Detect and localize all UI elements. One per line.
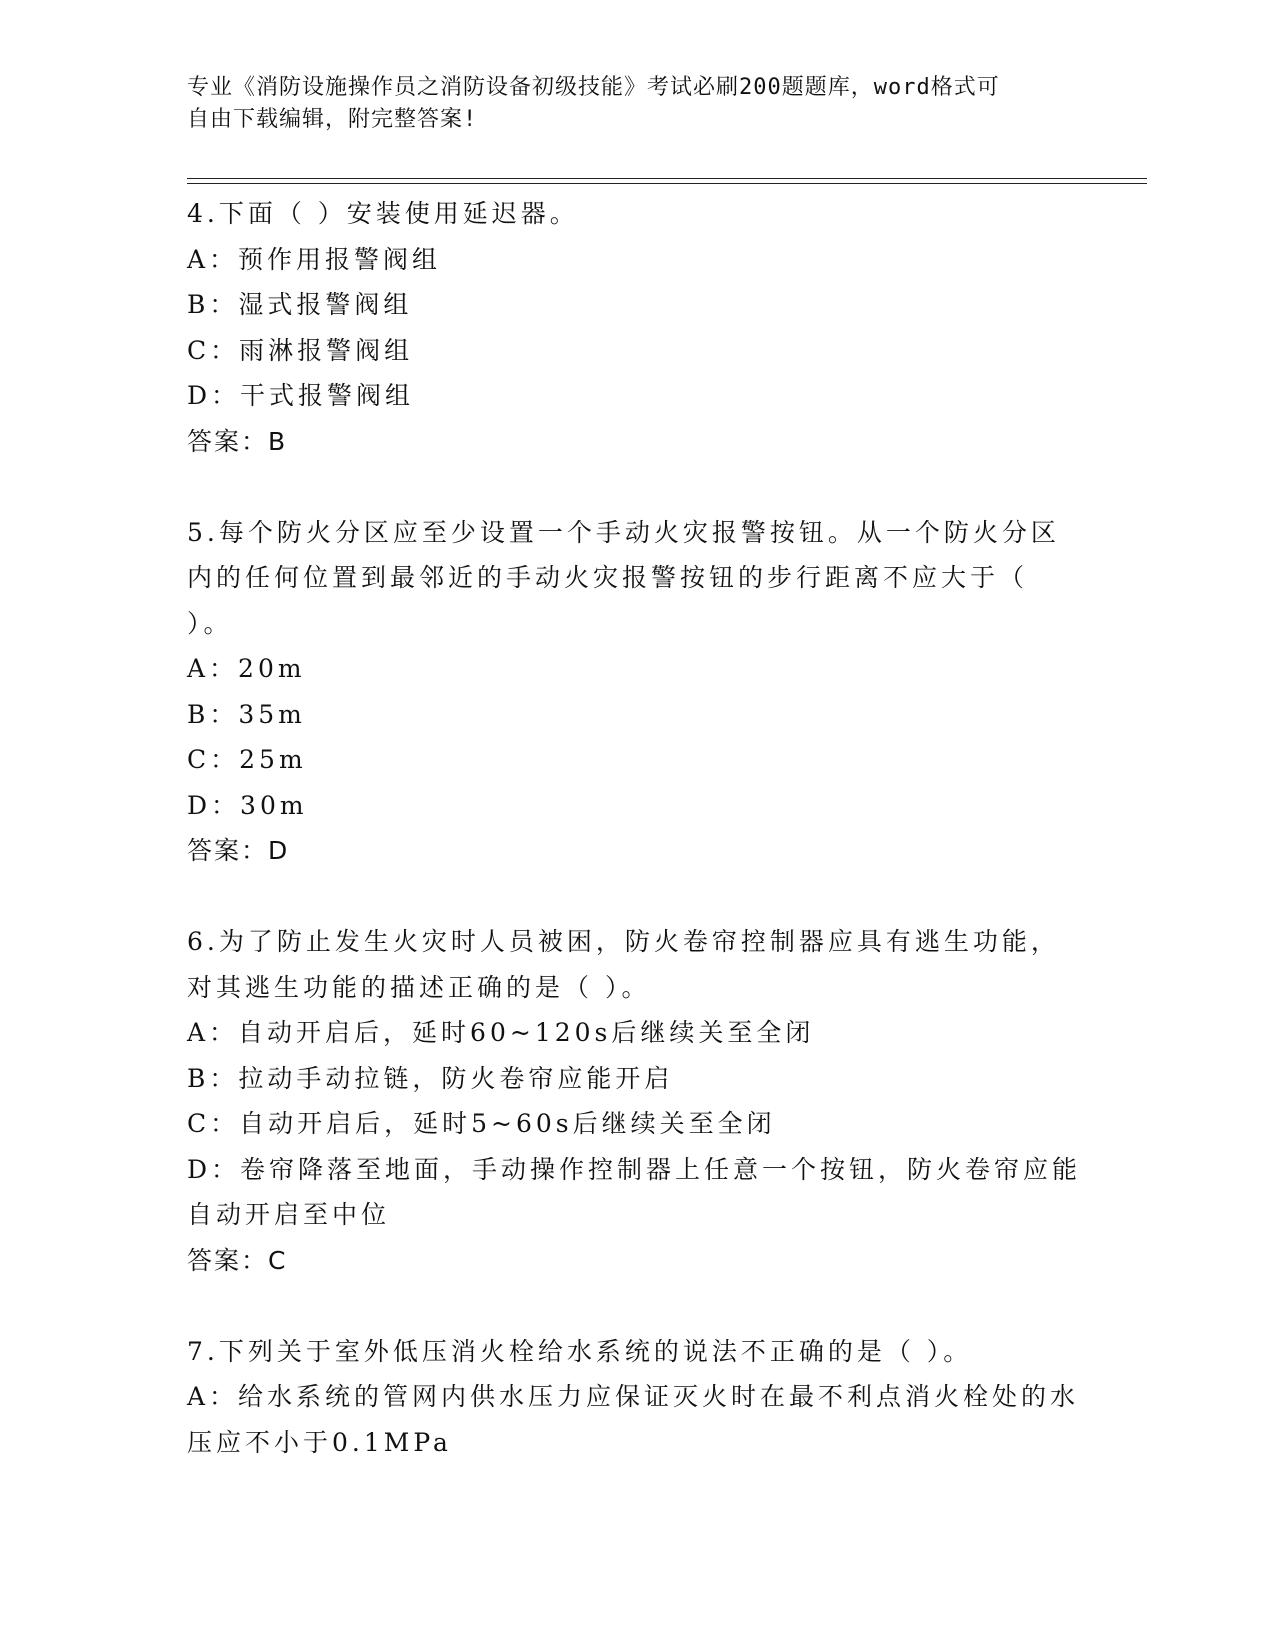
answer-option-line: D：卷帘降落至地面，手动操作控制器上任意一个按钮，防火卷帘应能 <box>187 1154 1082 1184</box>
question-block <box>187 510 1087 920</box>
answer-option-line: D：30m <box>187 790 308 820</box>
answer-option-line: A：预作用报警阀组 <box>187 244 442 274</box>
question-block <box>187 1329 1087 1466</box>
question-stem-line: 4.下面（ ）安装使用延迟器。 <box>187 199 579 228</box>
answer-option-line: B：拉动手动拉链，防火卷帘应能开启 <box>187 1063 674 1093</box>
answer-option-line: B：湿式报警阀组 <box>187 290 413 319</box>
answer-key: 答案：B <box>187 426 288 456</box>
header-rule-bottom <box>187 183 1147 184</box>
answer-option-line: A：给水系统的管网内供水压力应保证灭火时在最不利点消火栓处的水 <box>187 1382 1080 1411</box>
question-block <box>187 191 1087 510</box>
answer-option-line: C：25m <box>187 745 307 774</box>
answer-option-line: D：干式报警阀组 <box>187 381 415 410</box>
answer-option-line: B：35m <box>187 699 306 729</box>
answer-key: 答案：C <box>187 1245 288 1275</box>
answer-option-line: 自动开启至中位 <box>187 1200 391 1229</box>
document-header <box>187 72 1067 136</box>
header-line-2: 自由下载编辑，附完整答案! <box>187 107 478 132</box>
answer-option-line: 压应不小于0.1MPa <box>187 1427 452 1457</box>
question-stem-line: 7.下列关于室外低压消火栓给水系统的说法不正确的是（ ）。 <box>187 1336 973 1366</box>
question-stem-line: 5.每个防火分区应至少设置一个手动火灾报警按钮。从一个防火分区 <box>187 517 1060 547</box>
question-spacer <box>187 874 1087 920</box>
question-spacer <box>187 1283 1087 1329</box>
question-list <box>187 191 1087 1465</box>
question-stem-line: 6.为了防止发生火灾时人员被困，防火卷帘控制器应具有逃生功能， <box>187 927 1060 956</box>
answer-option-line: C：雨淋报警阀组 <box>187 335 414 365</box>
question-stem-line: ）。 <box>187 608 233 638</box>
question-stem-line: 内的任何位置到最邻近的手动火灾报警按钮的步行距离不应大于（ <box>187 563 1029 592</box>
answer-key: 答案：D <box>187 836 290 865</box>
header-line-1: 专业《消防设施操作员之消防设备初级技能》考试必刷200题题库，word格式可 <box>187 75 1000 100</box>
answer-option-line: A：20m <box>187 654 306 683</box>
answer-option-line: A：自动开启后，延时60~120s后继续关至全闭 <box>187 1018 815 1047</box>
question-spacer <box>187 464 1087 510</box>
question-block <box>187 919 1087 1329</box>
answer-option-line: C：自动开启后，延时5~60s后继续关至全闭 <box>187 1109 776 1138</box>
question-stem-line: 对其逃生功能的描述正确的是（ ）。 <box>187 972 651 1002</box>
header-rule-top <box>187 178 1147 179</box>
